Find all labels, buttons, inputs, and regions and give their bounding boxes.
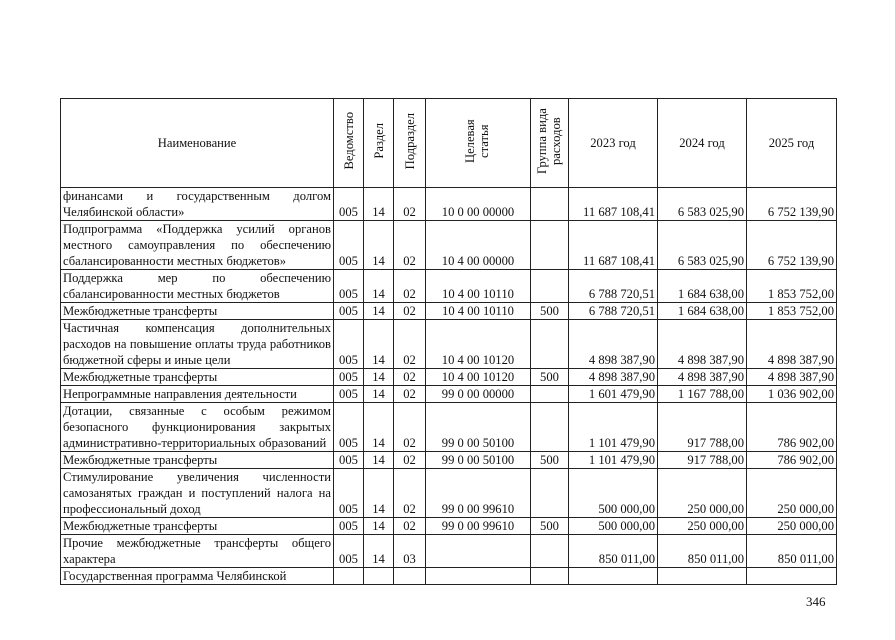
- row-podrazdel: 02: [394, 188, 426, 221]
- header-2023: 2023 год: [569, 99, 658, 188]
- row-name: Государственная программа Челябинской: [61, 568, 334, 585]
- row-value-2024: 917 788,00: [658, 403, 747, 452]
- budget-table: [60, 98, 837, 585]
- row-value-2023: 6 788 720,51: [569, 303, 658, 320]
- row-razdel: 14: [364, 518, 394, 535]
- row-value-2023: 6 788 720,51: [569, 270, 658, 303]
- row-value-2025: 1 036 902,00: [747, 386, 837, 403]
- table-row: [61, 452, 837, 469]
- row-value-2025: 4 898 387,90: [747, 320, 837, 369]
- row-gruppa: 500: [531, 518, 569, 535]
- row-value-2025: 786 902,00: [747, 403, 837, 452]
- row-name: Межбюджетные трансферты: [61, 369, 334, 386]
- row-value-2023: 4 898 387,90: [569, 369, 658, 386]
- row-podrazdel: 02: [394, 303, 426, 320]
- row-podrazdel: 02: [394, 469, 426, 518]
- table-row: [61, 535, 837, 568]
- header-2024: 2024 год: [658, 99, 747, 188]
- row-value-2025: 1 853 752,00: [747, 303, 837, 320]
- row-vedomstvo: 005: [334, 518, 364, 535]
- header-vedomstvo-label: Ведомство: [341, 112, 356, 170]
- row-razdel: 14: [364, 369, 394, 386]
- row-podrazdel: 03: [394, 535, 426, 568]
- header-name: Наименование: [61, 99, 334, 188]
- row-podrazdel: 02: [394, 518, 426, 535]
- row-value-2025: [747, 568, 837, 585]
- table-row: [61, 221, 837, 270]
- row-celevaya: 10 4 00 10120: [426, 369, 531, 386]
- row-celevaya: 10 4 00 10110: [426, 270, 531, 303]
- row-value-2025: 786 902,00: [747, 452, 837, 469]
- table-row: [61, 303, 837, 320]
- row-razdel: [364, 568, 394, 585]
- table-row: [61, 188, 837, 221]
- row-razdel: 14: [364, 303, 394, 320]
- row-gruppa: [531, 221, 569, 270]
- header-razdel: [364, 99, 394, 188]
- row-name: Дотации, связанные с особым режимом безопасного функционирования закрытых административно-территориальных образований: [61, 403, 334, 452]
- row-value-2025: 250 000,00: [747, 518, 837, 535]
- row-razdel: 14: [364, 188, 394, 221]
- row-vedomstvo: [334, 568, 364, 585]
- row-podrazdel: 02: [394, 270, 426, 303]
- table-row: [61, 518, 837, 535]
- row-celevaya: 99 0 00 50100: [426, 403, 531, 452]
- row-value-2023: 11 687 108,41: [569, 188, 658, 221]
- row-name: Прочие межбюджетные трансферты общего характера: [61, 535, 334, 568]
- header-gruppa: [531, 99, 569, 188]
- row-gruppa: [531, 568, 569, 585]
- row-value-2023: 1 601 479,90: [569, 386, 658, 403]
- row-podrazdel: 02: [394, 221, 426, 270]
- row-value-2024: 1 167 788,00: [658, 386, 747, 403]
- table-row: [61, 568, 837, 585]
- row-name: Непрограммные направления деятельности: [61, 386, 334, 403]
- row-podrazdel: [394, 568, 426, 585]
- row-celevaya: 10 4 00 00000: [426, 221, 531, 270]
- row-podrazdel: 02: [394, 386, 426, 403]
- page-number: 346: [806, 594, 826, 609]
- row-gruppa: [531, 320, 569, 369]
- row-value-2024: 250 000,00: [658, 518, 747, 535]
- row-podrazdel: 02: [394, 403, 426, 452]
- table-header-row: [61, 99, 837, 188]
- row-vedomstvo: 005: [334, 535, 364, 568]
- row-celevaya: 99 0 00 00000: [426, 386, 531, 403]
- row-gruppa: [531, 535, 569, 568]
- header-razdel-label: Раздел: [371, 123, 386, 159]
- row-value-2024: [658, 568, 747, 585]
- row-vedomstvo: 005: [334, 403, 364, 452]
- row-gruppa: 500: [531, 303, 569, 320]
- row-value-2023: 4 898 387,90: [569, 320, 658, 369]
- row-value-2023: 500 000,00: [569, 518, 658, 535]
- row-celevaya: [426, 535, 531, 568]
- table-body: [61, 188, 837, 585]
- row-name: Межбюджетные трансферты: [61, 518, 334, 535]
- row-celevaya: 99 0 00 50100: [426, 452, 531, 469]
- row-gruppa: 500: [531, 369, 569, 386]
- header-gruppa-label: Группа вида расходов: [534, 108, 563, 174]
- row-value-2023: 1 101 479,90: [569, 452, 658, 469]
- header-celevaya: [426, 99, 531, 188]
- row-vedomstvo: 005: [334, 221, 364, 270]
- row-gruppa: [531, 188, 569, 221]
- row-name: финансами и государственным долгом Челябинской области»: [61, 188, 334, 221]
- row-value-2024: 917 788,00: [658, 452, 747, 469]
- header-podrazdel: [394, 99, 426, 188]
- row-value-2024: 1 684 638,00: [658, 270, 747, 303]
- row-razdel: 14: [364, 403, 394, 452]
- table-row: [61, 386, 837, 403]
- row-value-2025: 1 853 752,00: [747, 270, 837, 303]
- row-value-2025: 6 752 139,90: [747, 188, 837, 221]
- row-razdel: 14: [364, 270, 394, 303]
- header-2025: 2025 год: [747, 99, 837, 188]
- row-celevaya: 99 0 00 99610: [426, 469, 531, 518]
- table-row: [61, 369, 837, 386]
- row-vedomstvo: 005: [334, 369, 364, 386]
- row-gruppa: 500: [531, 452, 569, 469]
- row-celevaya: 10 0 00 00000: [426, 188, 531, 221]
- row-value-2024: 250 000,00: [658, 469, 747, 518]
- row-value-2025: 6 752 139,90: [747, 221, 837, 270]
- row-vedomstvo: 005: [334, 469, 364, 518]
- row-value-2025: 250 000,00: [747, 469, 837, 518]
- row-razdel: 14: [364, 221, 394, 270]
- table-row: [61, 270, 837, 303]
- row-value-2023: 850 011,00: [569, 535, 658, 568]
- row-vedomstvo: 005: [334, 320, 364, 369]
- table-row: [61, 320, 837, 369]
- row-vedomstvo: 005: [334, 188, 364, 221]
- row-value-2023: [569, 568, 658, 585]
- row-value-2024: 6 583 025,90: [658, 188, 747, 221]
- row-vedomstvo: 005: [334, 303, 364, 320]
- row-celevaya: 10 4 00 10110: [426, 303, 531, 320]
- row-gruppa: [531, 403, 569, 452]
- header-vedomstvo: [334, 99, 364, 188]
- row-podrazdel: 02: [394, 452, 426, 469]
- row-value-2025: 4 898 387,90: [747, 369, 837, 386]
- row-value-2023: 500 000,00: [569, 469, 658, 518]
- row-celevaya: 10 4 00 10120: [426, 320, 531, 369]
- row-value-2025: 850 011,00: [747, 535, 837, 568]
- row-value-2024: 4 898 387,90: [658, 369, 747, 386]
- row-name: Стимулирование увеличения численности самозанятых граждан и поступлений налога на профессиональный доход: [61, 469, 334, 518]
- row-gruppa: [531, 469, 569, 518]
- page-bottom-margin: [0, 591, 895, 640]
- row-value-2024: 1 684 638,00: [658, 303, 747, 320]
- row-name: Частичная компенсация дополнительных расходов на повышение оплаты труда работников бюджетной сферы и иные цели: [61, 320, 334, 369]
- row-razdel: 14: [364, 386, 394, 403]
- row-vedomstvo: 005: [334, 386, 364, 403]
- header-podrazdel-label: Подраздел: [402, 112, 417, 170]
- row-razdel: 14: [364, 320, 394, 369]
- row-name: Межбюджетные трансферты: [61, 303, 334, 320]
- row-name: Подпрограмма «Поддержка усилий органов местного самоуправления по обеспечению сбалансированности местных бюджетов»: [61, 221, 334, 270]
- row-value-2024: 850 011,00: [658, 535, 747, 568]
- row-value-2023: 11 687 108,41: [569, 221, 658, 270]
- row-name: Поддержка мер по обеспечению сбалансированности местных бюджетов: [61, 270, 334, 303]
- row-name: Межбюджетные трансферты: [61, 452, 334, 469]
- row-value-2023: 1 101 479,90: [569, 403, 658, 452]
- row-vedomstvo: 005: [334, 270, 364, 303]
- row-podrazdel: 02: [394, 320, 426, 369]
- row-value-2024: 6 583 025,90: [658, 221, 747, 270]
- row-razdel: 14: [364, 535, 394, 568]
- row-celevaya: 99 0 00 99610: [426, 518, 531, 535]
- header-celevaya-label: Целевая статья: [463, 119, 491, 163]
- table-row: [61, 469, 837, 518]
- row-celevaya: [426, 568, 531, 585]
- row-value-2024: 4 898 387,90: [658, 320, 747, 369]
- table-row: [61, 403, 837, 452]
- row-podrazdel: 02: [394, 369, 426, 386]
- row-gruppa: [531, 270, 569, 303]
- row-razdel: 14: [364, 452, 394, 469]
- row-vedomstvo: 005: [334, 452, 364, 469]
- row-gruppa: [531, 386, 569, 403]
- row-razdel: 14: [364, 469, 394, 518]
